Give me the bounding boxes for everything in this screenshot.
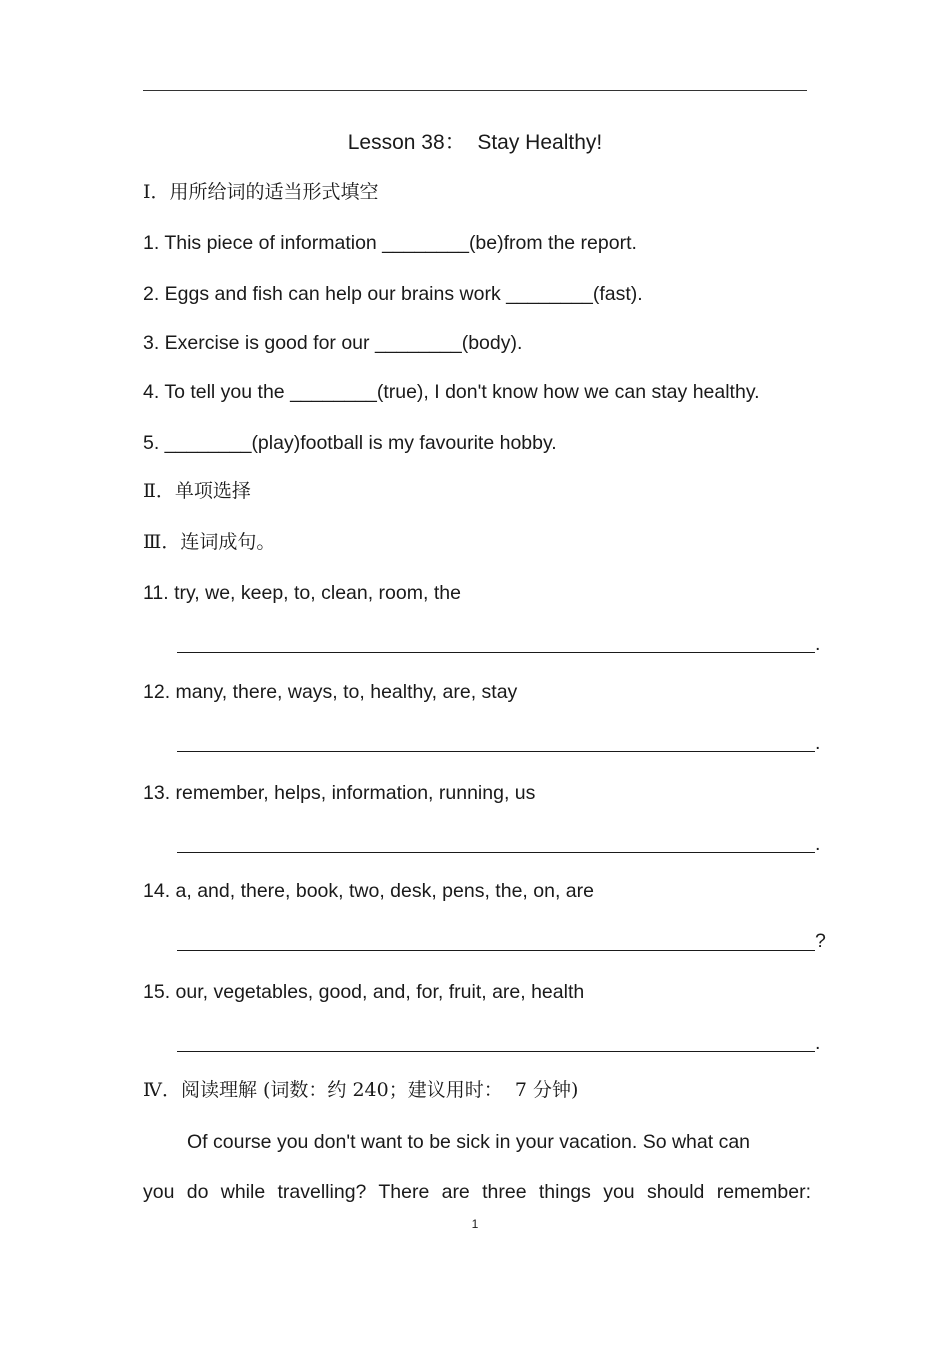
reading-paragraph-line-1: Of course you don't want to be sick in your vacation. So what can <box>187 1131 751 1153</box>
fill-blank-item-1: 1. This piece of information ________(be)from the report. <box>143 232 637 254</box>
fill-blank-item-2: 2. Eggs and fish can help our brains work ________(fast). <box>143 283 643 305</box>
section-4-heading: Ⅳ．阅读理解 (词数：约 240；建议用时： 7 分钟) <box>143 1079 579 1101</box>
sentence-item-12-prompt: 12. many, there, ways, to, healthy, are, stay <box>143 681 518 703</box>
sentence-item-14-answer-line <box>177 950 815 951</box>
sentence-item-13-answer-line <box>177 852 815 853</box>
section-2-heading: Ⅱ．单项选择 <box>143 480 251 502</box>
fill-blank-item-3: 3. Exercise is good for our ________(body). <box>143 332 523 354</box>
sentence-item-11-end-punct: . <box>815 633 821 655</box>
sentence-item-15-end-punct: . <box>815 1032 821 1054</box>
sentence-item-12-answer-line <box>177 751 815 752</box>
fill-blank-item-4: 4. To tell you the ________(true), I don't know how we can stay healthy. <box>143 381 760 403</box>
sentence-item-13-end-punct: . <box>815 833 821 855</box>
sentence-item-15-prompt: 15. our, vegetables, good, and, for, fruit, are, health <box>143 981 585 1003</box>
header-rule <box>143 90 807 91</box>
sentence-item-15-answer-line <box>177 1051 815 1052</box>
fill-blank-item-5: 5. ________(play)football is my favourite hobby. <box>143 432 557 454</box>
sentence-item-11-answer-line <box>177 652 815 653</box>
sentence-item-14-end-punct: ? <box>815 930 826 952</box>
section-3-heading: Ⅲ．连词成句。 <box>143 531 276 553</box>
sentence-item-12-end-punct: . <box>815 732 821 754</box>
sentence-item-13-prompt: 13. remember, helps, information, running, us <box>143 782 536 804</box>
sentence-item-14-prompt: 14. a, and, there, book, two, desk, pens, the, on, are <box>143 880 594 902</box>
page-title: Lesson 38： Stay Healthy! <box>347 131 603 154</box>
reading-paragraph-line-2: you do while travelling? There are three things you should remember: <box>143 1181 811 1203</box>
section-1-heading: Ⅰ．用所给词的适当形式填空 <box>143 181 379 203</box>
page-number: 1 <box>471 1217 479 1231</box>
sentence-item-11-prompt: 11. try, we, keep, to, clean, room, the <box>143 582 461 604</box>
